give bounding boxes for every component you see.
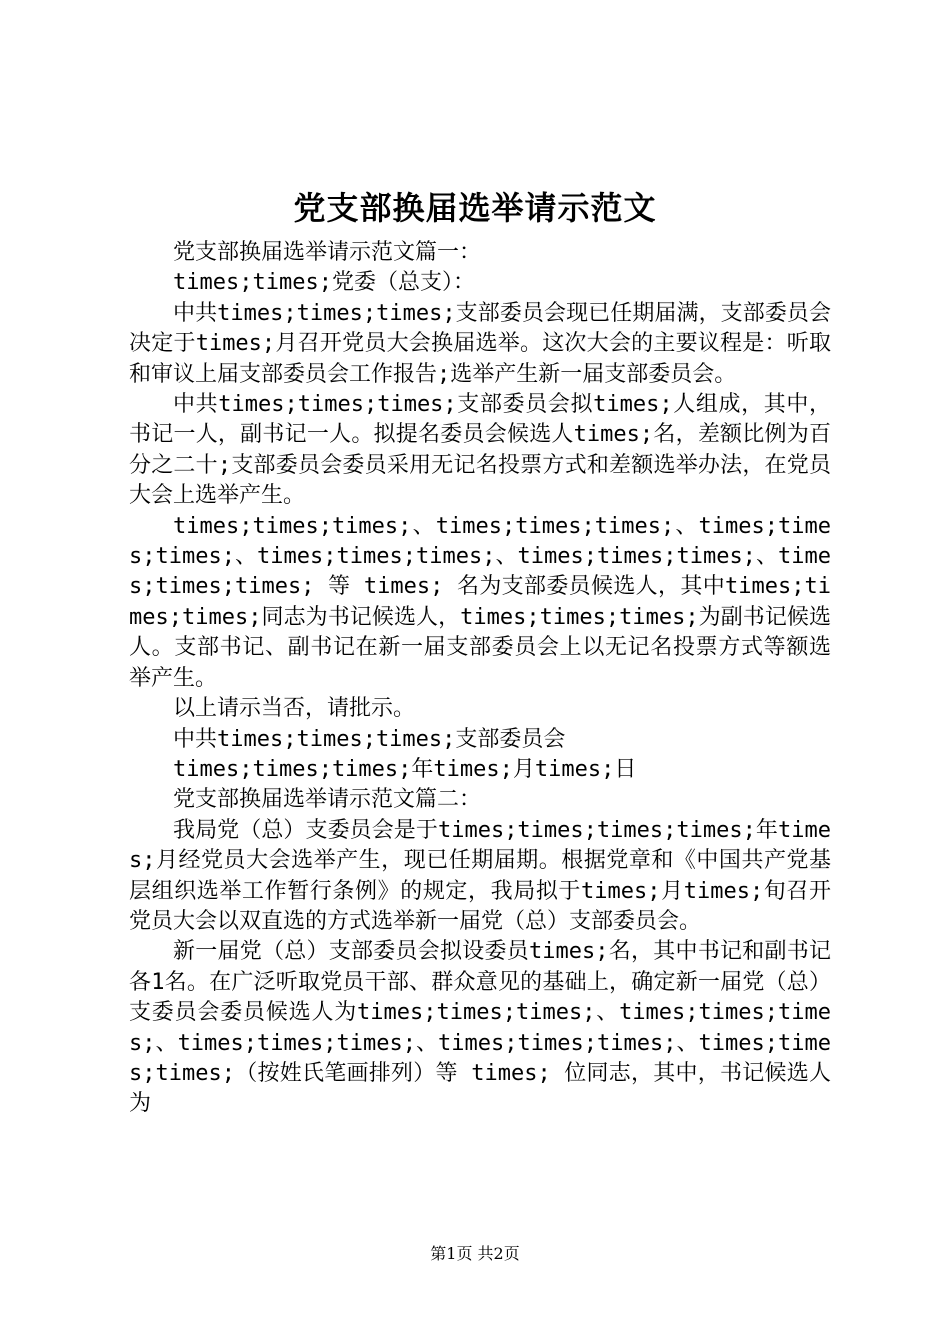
paragraph-body-2: 中共times;times;times;支部委员会拟times;人组成，其中，书记一人，副书记一人。拟提名委员会候选人times;名，差额比例为百分之二十;支部委员会委员采用无记名投票方式和差额选举办法，在党员大会上选举产生。 — [129, 392, 831, 509]
paragraph-closing-request: 以上请示当否，请批示。 — [173, 696, 416, 722]
paragraph-body-1: 中共times;times;times;支部委员会现已任期届满，支部委员会决定于times;月召开党员大会换届选举。这次大会的主要议程是：听取和审议上届支部委员会工作报告;选举产生新一届支部委员会。 — [129, 300, 831, 387]
paragraph-body-5: 新一届党（总）支部委员会拟设委员times;名，其中书记和副书记各1名。在广泛听取党员干部、群众意见的基础上，确定新一届党（总）支委员会委员候选人为times;times;times;、times;times;times;、times;times;times;、times;times;times;、times;times;times;（按姓氏笔画排列）等 times; 位同志，其中，书记候选人为 — [129, 939, 831, 1117]
paragraph-date: times;times;times;年times;月times;日 — [173, 756, 637, 782]
document-body — [129, 238, 831, 1120]
page-footer: 第1页 共2页 — [430, 1244, 520, 1263]
paragraph-section-heading-1: 党支部换届选举请示范文篇一： — [173, 240, 482, 265]
paragraph-signature: 中共times;times;times;支部委员会 — [173, 726, 566, 752]
paragraph-section-heading-2: 党支部换届选举请示范文篇二： — [173, 787, 482, 813]
paragraph-body-3: times;times;times;、times;times;times;、times;times;times;、times;times;times;、times;times;times;、times;times;times; 等 times; 名为支部委员候选人，其中times;times;times;同志为书记候选人，times;times;times;为副书记候选人。支部书记、副书记在新一届支部委员会上以无记名投票方式等额选举产生。 — [129, 513, 831, 691]
document-title: 党支部换届选举请示范文 — [293, 189, 657, 227]
paragraph-body-4: 我局党（总）支委员会是于times;times;times;times;年times;月经党员大会选举产生，现已任期届期。根据党章和《中国共产党基层组织选举工作暂行条例》的规定，我局拟于times;月times;旬召开党员大会以双直选的方式选举新一届党（总）支部委员会。 — [129, 817, 831, 934]
paragraph-addressee: times;times;党委（总支）： — [173, 270, 475, 296]
